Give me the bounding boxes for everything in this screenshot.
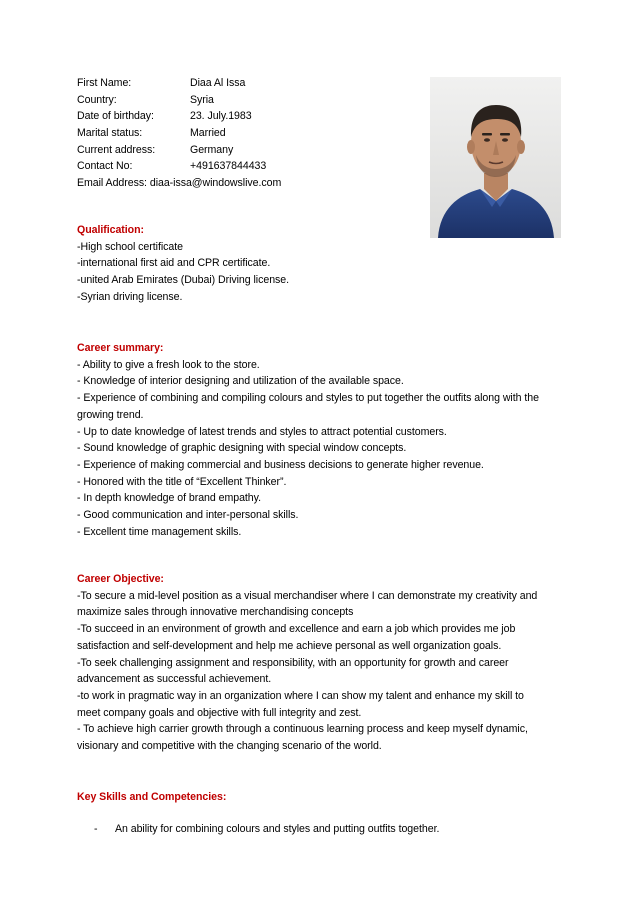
- dob-row: [77, 108, 417, 125]
- qualification-section: [77, 222, 567, 306]
- country-row: [77, 92, 417, 109]
- career-summary-heading: Career summary:: [77, 342, 164, 354]
- list-item: visionary and competitive with the changing scenario of the world.: [77, 740, 382, 753]
- list-item: - In depth knowledge of brand empathy.: [77, 492, 262, 505]
- list-item: -To secure a mid-level position as a visual merchandiser where I can demonstrate my creativity and: [77, 589, 538, 602]
- marital-label: Marital status:: [77, 127, 143, 140]
- list-item: - Good communication and inter-personal skills.: [77, 509, 299, 522]
- list-item: -To succeed in an environment of growth and excellence and earn a job which provides me job: [77, 623, 516, 636]
- qualification-heading: Qualification:: [77, 224, 144, 236]
- list-item: maximize sales through innovative merchandising concepts: [77, 606, 354, 619]
- bullet-dash: -: [94, 823, 98, 835]
- list-item: - Ability to give a fresh look to the store.: [77, 358, 260, 371]
- list-item: -High school certificate: [77, 240, 183, 253]
- career-summary-section: [77, 340, 567, 540]
- list-item: [94, 821, 439, 838]
- profile-photo: [430, 77, 561, 238]
- list-item: -To seek challenging assignment and responsibility, with an opportunity for growth and career: [77, 656, 509, 669]
- email-row: Email Address: diaa-issa@windowslive.com: [77, 177, 282, 190]
- first-name-row: [77, 75, 417, 92]
- country-label: Country:: [77, 93, 117, 106]
- career-objective-section: [77, 571, 567, 755]
- first-name-value: Diaa Al Issa: [190, 77, 246, 89]
- portrait-image: [430, 77, 561, 238]
- list-item: - To achieve high carrier growth through a continuous learning process and keep myself dynamic,: [77, 723, 528, 736]
- personal-info: [77, 75, 417, 192]
- dob-value: 23. July.1983: [190, 110, 252, 123]
- address-value: Germany: [190, 143, 234, 156]
- career-objective-heading: Career Objective:: [77, 573, 164, 585]
- list-item: satisfaction and self-development and help me achieve personal as well organization goals.: [77, 639, 502, 652]
- skills-heading: Key Skills and Competencies:: [77, 791, 227, 803]
- country-value: Syria: [190, 93, 214, 106]
- list-item: - Experience of combining and compiling colours and styles to put together the outfits along with the: [77, 392, 539, 405]
- list-item: - Up to date knowledge of latest trends and styles to attract potential customers.: [77, 425, 447, 438]
- first-name-label: First Name:: [77, 77, 132, 89]
- list-item: -united Arab Emirates (Dubai) Driving license.: [77, 274, 290, 287]
- skills-section: [77, 789, 567, 806]
- list-item: - Experience of making commercial and business decisions to generate higher revenue.: [77, 458, 484, 471]
- list-item: -international first aid and CPR certificate.: [77, 257, 271, 270]
- list-item: -Syrian driving license.: [77, 290, 183, 303]
- list-item: advancement as successful achievement.: [77, 673, 272, 686]
- address-row: [77, 142, 417, 159]
- contact-row: [77, 158, 417, 175]
- list-item: meet company goals and objective with full integrity and zest.: [77, 706, 362, 719]
- list-item: growing trend.: [77, 408, 144, 421]
- list-item: - Sound knowledge of graphic designing with special window concepts.: [77, 442, 407, 455]
- address-label: Current address:: [77, 143, 156, 156]
- marital-row: [77, 125, 417, 142]
- list-item: -to work in pragmatic way in an organization where I can show my talent and enhance my skill to: [77, 689, 524, 702]
- contact-value: +491637844433: [190, 160, 267, 173]
- marital-value: Married: [190, 127, 226, 140]
- skill-text: An ability for combining colours and styles and putting outfits together.: [115, 823, 440, 835]
- list-item: - Excellent time management skills.: [77, 525, 242, 538]
- list-item: - Knowledge of interior designing and utilization of the available space.: [77, 375, 404, 388]
- list-item: - Honored with the title of “Excellent Thinker”.: [77, 475, 287, 488]
- dob-label: Date of birthday:: [77, 110, 154, 123]
- contact-label: Contact No:: [77, 160, 133, 173]
